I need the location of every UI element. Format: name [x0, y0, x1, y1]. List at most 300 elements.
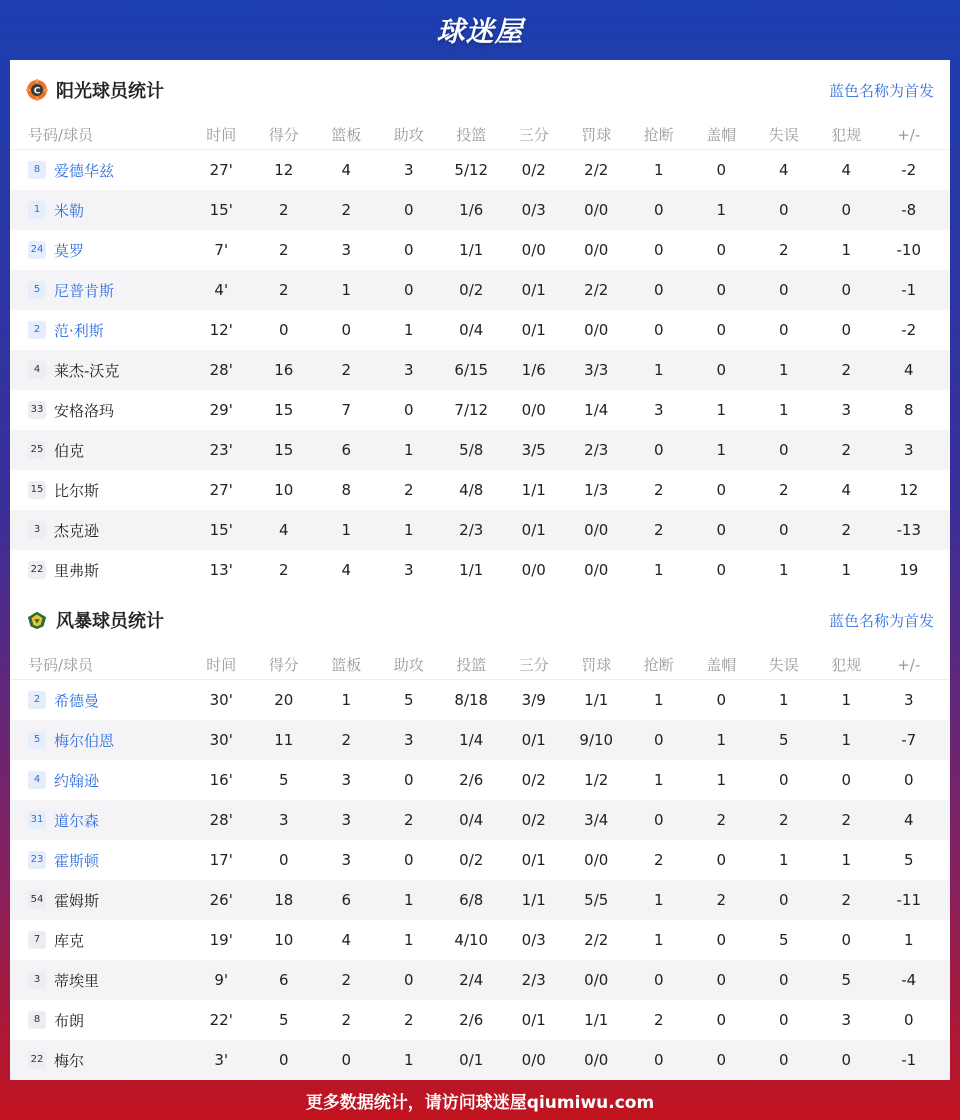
- player-name[interactable]: 道尔森: [54, 811, 100, 830]
- stat-cell: 0: [841, 931, 852, 949]
- stat-cell: 9/10: [579, 731, 614, 749]
- stat-cell: -2: [901, 321, 917, 339]
- stat-cell: 2: [841, 891, 852, 909]
- sun-logo-icon: [26, 79, 48, 101]
- stat-cell: 27': [209, 481, 233, 499]
- player-name[interactable]: 霍姆斯: [54, 891, 100, 910]
- team-header: [10, 60, 950, 120]
- stat-cell: 1/4: [459, 731, 484, 749]
- stat-cell: 27': [209, 161, 233, 179]
- column-header: 时间: [206, 656, 237, 674]
- stat-cell: 2: [278, 241, 289, 259]
- stat-cell: 0: [841, 281, 852, 299]
- stat-cell: 0: [903, 771, 914, 789]
- stat-cell: 2: [778, 481, 789, 499]
- stat-cell: 0/1: [521, 321, 546, 339]
- stat-cell: 0: [653, 321, 664, 339]
- stat-cell: 1/3: [584, 481, 609, 499]
- stat-cell: 4: [903, 811, 914, 829]
- stat-cell: 4: [841, 481, 852, 499]
- stat-cell: 0: [653, 1051, 664, 1069]
- stat-cell: 8: [341, 481, 352, 499]
- stat-cell: 10: [274, 931, 294, 949]
- stat-cell: 5: [278, 771, 289, 789]
- footer-link[interactable]: 更多数据统计，请访问球迷屋qiumiwu.com: [305, 1092, 655, 1113]
- column-header: 犯规: [831, 126, 862, 144]
- stat-cell: 3/5: [521, 441, 546, 459]
- stat-cell: 0: [653, 281, 664, 299]
- stat-cell: 0/0: [521, 561, 546, 579]
- player-name[interactable]: 蒂埃里: [54, 971, 100, 990]
- stat-cell: 15': [209, 201, 233, 219]
- stat-cell: 2/6: [459, 1011, 484, 1029]
- stat-cell: 4/8: [459, 481, 484, 499]
- player-cell: [10, 440, 190, 461]
- stat-cell: 2: [278, 561, 289, 579]
- stat-cell: 0/4: [459, 321, 484, 339]
- column-header: 盖帽: [706, 126, 737, 144]
- table-row: [10, 800, 950, 840]
- column-header: 抢断: [643, 126, 674, 144]
- column-header: 投篮: [456, 656, 487, 674]
- stat-cell: 0: [778, 521, 789, 539]
- player-name[interactable]: 布朗: [54, 1011, 85, 1030]
- stat-cell: 1: [716, 771, 727, 789]
- stat-cell: 11: [274, 731, 294, 749]
- stat-cell: 3/9: [521, 691, 546, 709]
- stat-cell: 4: [903, 361, 914, 379]
- stat-cell: 2: [841, 361, 852, 379]
- stat-cell: 2: [341, 731, 352, 749]
- stat-cell: 2/6: [459, 771, 484, 789]
- stat-cell: 0/1: [521, 281, 546, 299]
- stat-cell: 0/2: [521, 771, 546, 789]
- stat-cell: 3: [341, 771, 352, 789]
- stat-cell: 3/4: [584, 811, 609, 829]
- stat-cell: 2/4: [459, 971, 484, 989]
- stat-cell: 9': [214, 971, 229, 989]
- stat-cell: 6: [341, 891, 352, 909]
- column-header: 罚球: [581, 656, 612, 674]
- stat-cell: 0: [716, 931, 727, 949]
- player-cell: [10, 160, 190, 181]
- player-cell: [10, 730, 190, 751]
- starter-note: 蓝色名称为首发: [828, 82, 934, 100]
- stat-cell: 0: [716, 1051, 727, 1069]
- stat-cell: 0: [403, 771, 414, 789]
- table-row: [10, 760, 950, 800]
- stat-cell: 18: [274, 891, 294, 909]
- table-row: [10, 190, 950, 230]
- team-header: [10, 590, 950, 650]
- stat-cell: 1: [778, 851, 789, 869]
- player-name[interactable]: 比尔斯: [54, 481, 100, 500]
- player-name[interactable]: 梅尔: [54, 1051, 85, 1070]
- stat-cell: 1/4: [584, 401, 609, 419]
- player-name[interactable]: 希德曼: [54, 691, 100, 710]
- stat-cell: 1: [716, 441, 727, 459]
- stat-cell: 1/1: [584, 1011, 609, 1029]
- stat-cell: 0: [653, 731, 664, 749]
- column-header: 得分: [268, 126, 299, 144]
- stat-cell: 2: [841, 441, 852, 459]
- jersey-number-badge: 22: [28, 1051, 46, 1069]
- stat-cell: 1: [841, 691, 852, 709]
- team-section-storm: [10, 590, 950, 1080]
- stat-cell: 0: [278, 851, 289, 869]
- stat-cell: 0: [716, 561, 727, 579]
- stat-cell: 6: [341, 441, 352, 459]
- stat-cell: 2: [341, 201, 352, 219]
- stat-cell: 5/5: [584, 891, 609, 909]
- stat-cell: 0: [778, 1051, 789, 1069]
- stat-cell: 1: [653, 771, 664, 789]
- stat-cell: 0: [841, 771, 852, 789]
- player-name[interactable]: 约翰逊: [54, 771, 100, 790]
- stat-cell: 3: [403, 731, 414, 749]
- table-row: [10, 880, 950, 920]
- stat-cell: 1: [716, 731, 727, 749]
- stat-cell: -2: [901, 161, 917, 179]
- stat-cell: 0: [403, 401, 414, 419]
- stat-cell: 3: [403, 361, 414, 379]
- stat-cell: 3: [341, 241, 352, 259]
- player-cell: [10, 690, 190, 711]
- starter-note: 蓝色名称为首发: [828, 612, 934, 630]
- stat-cell: 8: [903, 401, 914, 419]
- stat-cell: 20: [274, 691, 294, 709]
- player-rows: [10, 150, 950, 590]
- jersey-number-badge: 54: [28, 891, 46, 909]
- stat-cell: 0: [716, 321, 727, 339]
- stat-cell: 0: [716, 971, 727, 989]
- stat-cell: 5: [841, 971, 852, 989]
- stat-cell: 2: [341, 1011, 352, 1029]
- stat-cell: 0/2: [521, 161, 546, 179]
- stat-cell: 7/12: [454, 401, 489, 419]
- stat-cell: 1: [653, 561, 664, 579]
- stat-cell: 0: [716, 361, 727, 379]
- stat-cell: 0/1: [521, 521, 546, 539]
- stat-cell: 0/0: [584, 241, 609, 259]
- stat-cell: 0/4: [459, 811, 484, 829]
- stat-cell: 0: [716, 161, 727, 179]
- stat-cell: 4': [214, 281, 229, 299]
- stat-cell: 1: [716, 401, 727, 419]
- stat-cell: 1: [841, 241, 852, 259]
- stat-cell: 0: [341, 1051, 352, 1069]
- player-cell: [10, 560, 190, 581]
- stat-cell: 1: [653, 161, 664, 179]
- stat-cell: -1: [901, 1051, 917, 1069]
- team-section-sun: [10, 60, 950, 590]
- stat-cell: 7': [214, 241, 229, 259]
- column-header: 篮板: [331, 656, 362, 674]
- stat-cell: 0/0: [584, 201, 609, 219]
- stat-cell: 5/8: [459, 441, 484, 459]
- column-header: 失误: [768, 126, 799, 144]
- stat-cell: 1/2: [584, 771, 609, 789]
- jersey-number-badge: 4: [28, 771, 46, 789]
- brand-header: [0, 0, 960, 60]
- stat-cell: 0: [653, 971, 664, 989]
- table-row: [10, 680, 950, 720]
- stat-cell: 2: [653, 851, 664, 869]
- player-cell: [10, 930, 190, 951]
- stat-cell: -1: [901, 281, 917, 299]
- stat-cell: 19': [209, 931, 233, 949]
- jersey-number-badge: 23: [28, 851, 46, 869]
- stat-cell: 1: [653, 931, 664, 949]
- player-cell: [10, 890, 190, 911]
- column-header: 投篮: [456, 126, 487, 144]
- player-name[interactable]: 霍斯顿: [54, 851, 100, 870]
- stat-cell: 0/2: [521, 811, 546, 829]
- stat-cell: 0: [403, 851, 414, 869]
- table-row: [10, 350, 950, 390]
- stat-cell: 2/3: [521, 971, 546, 989]
- player-name[interactable]: 库克: [54, 931, 85, 950]
- stat-cell: 0: [716, 521, 727, 539]
- stat-cell: 13': [209, 561, 233, 579]
- table-row: [10, 310, 950, 350]
- stat-cell: 19: [899, 561, 919, 579]
- stat-cell: 1/6: [459, 201, 484, 219]
- jersey-number-badge: 33: [28, 401, 46, 419]
- stat-cell: 2: [403, 481, 414, 499]
- stat-cell: 2: [841, 811, 852, 829]
- player-name[interactable]: 莫罗: [54, 241, 85, 260]
- stat-cell: 3: [903, 691, 914, 709]
- table-row: [10, 920, 950, 960]
- stat-cell: 0/0: [584, 851, 609, 869]
- stat-cell: 0/1: [459, 1051, 484, 1069]
- player-cell: [10, 320, 190, 341]
- jersey-number-badge: 25: [28, 441, 46, 459]
- stat-cell: 5: [778, 931, 789, 949]
- stat-cell: 3: [341, 811, 352, 829]
- column-header: 助攻: [393, 126, 424, 144]
- stat-cell: 6/15: [454, 361, 489, 379]
- stat-cell: 0: [653, 201, 664, 219]
- stat-cell: 2: [653, 521, 664, 539]
- stat-cell: 2: [278, 201, 289, 219]
- stat-cell: -4: [901, 971, 917, 989]
- stat-cell: 0: [778, 1011, 789, 1029]
- column-header-row: [10, 650, 950, 680]
- jersey-number-badge: 8: [28, 1011, 46, 1029]
- jersey-number-badge: 8: [28, 161, 46, 179]
- stat-cell: 3: [403, 161, 414, 179]
- stat-cell: 3: [653, 401, 664, 419]
- stat-cell: -13: [896, 521, 921, 539]
- stat-cell: 26': [209, 891, 233, 909]
- brand-logo: 球迷屋: [436, 15, 524, 48]
- player-cell: [10, 360, 190, 381]
- player-name[interactable]: 爱德华兹: [54, 161, 115, 180]
- stat-cell: 12': [209, 321, 233, 339]
- column-header: 助攻: [393, 656, 424, 674]
- column-header: 号码/球员: [28, 656, 94, 674]
- stat-cell: 3: [341, 851, 352, 869]
- stat-cell: 8/18: [454, 691, 489, 709]
- stat-cell: 0/2: [459, 851, 484, 869]
- stat-cell: 1/1: [459, 561, 484, 579]
- stat-cell: 0: [653, 241, 664, 259]
- jersey-number-badge: 3: [28, 971, 46, 989]
- stat-cell: 0/3: [521, 201, 546, 219]
- player-name[interactable]: 杰克逊: [54, 521, 100, 540]
- stat-cell: 2/3: [584, 441, 609, 459]
- team-title: 阳光球员统计: [56, 81, 164, 102]
- stat-cell: 4: [778, 161, 789, 179]
- stat-cell: 1: [403, 891, 414, 909]
- player-cell: [10, 1050, 190, 1071]
- stat-cell: -10: [896, 241, 921, 259]
- stat-cell: 0: [778, 771, 789, 789]
- jersey-number-badge: 5: [28, 281, 46, 299]
- stat-cell: 0: [403, 201, 414, 219]
- player-name[interactable]: 梅尔伯恩: [54, 731, 115, 750]
- stat-cell: 2/2: [584, 931, 609, 949]
- stat-cell: -7: [901, 731, 917, 749]
- stat-cell: 0: [403, 281, 414, 299]
- stat-cell: 0: [778, 441, 789, 459]
- stat-cell: 5: [403, 691, 414, 709]
- jersey-number-badge: 5: [28, 731, 46, 749]
- stat-cell: 4: [341, 931, 352, 949]
- table-row: [10, 960, 950, 1000]
- stat-cell: -8: [901, 201, 917, 219]
- player-name[interactable]: 范·利斯: [54, 321, 104, 340]
- player-name[interactable]: 米勒: [54, 201, 85, 220]
- stat-cell: 16: [274, 361, 294, 379]
- player-cell: [10, 520, 190, 541]
- stat-cell: 2/3: [459, 521, 484, 539]
- stat-cell: 0: [841, 1051, 852, 1069]
- stat-cell: -11: [896, 891, 921, 909]
- stat-cell: 3: [903, 441, 914, 459]
- stat-cell: 1/6: [521, 361, 546, 379]
- stat-cell: 0: [653, 811, 664, 829]
- stat-cell: 0/2: [459, 281, 484, 299]
- stat-cell: 5: [278, 1011, 289, 1029]
- stat-cell: 23': [209, 441, 233, 459]
- stat-cell: 28': [209, 811, 233, 829]
- stat-cell: 4: [341, 161, 352, 179]
- column-header: 盖帽: [706, 656, 737, 674]
- stat-cell: 5: [778, 731, 789, 749]
- player-cell: [10, 240, 190, 261]
- stat-cell: 10: [274, 481, 294, 499]
- stat-cell: 2: [778, 241, 789, 259]
- player-name[interactable]: 安格洛玛: [54, 401, 115, 420]
- stat-cell: 3: [841, 401, 852, 419]
- stat-cell: 0: [716, 241, 727, 259]
- player-name[interactable]: 里弗斯: [54, 561, 100, 580]
- stat-cell: 0/0: [584, 321, 609, 339]
- table-row: [10, 1040, 950, 1080]
- stat-cell: 0: [716, 1011, 727, 1029]
- stat-cell: 0/0: [584, 971, 609, 989]
- stat-cell: 0: [778, 201, 789, 219]
- jersey-number-badge: 2: [28, 691, 46, 709]
- stat-cell: 0: [278, 321, 289, 339]
- stat-cell: 0/0: [521, 1051, 546, 1069]
- stat-cell: 1: [403, 931, 414, 949]
- stat-cell: 0: [278, 1051, 289, 1069]
- stat-cell: 1: [403, 321, 414, 339]
- stat-cell: 2: [716, 891, 727, 909]
- table-row: [10, 470, 950, 510]
- table-row: [10, 150, 950, 190]
- stat-cell: 0: [403, 241, 414, 259]
- stat-cell: 2: [653, 1011, 664, 1029]
- stat-cell: 3: [841, 1011, 852, 1029]
- stat-cell: 2/2: [584, 281, 609, 299]
- stat-cell: 1/1: [584, 691, 609, 709]
- player-cell: [10, 480, 190, 501]
- stat-cell: 0/0: [584, 1051, 609, 1069]
- stat-cell: 15: [274, 441, 294, 459]
- player-name[interactable]: 莱杰-沃克: [54, 361, 120, 380]
- stat-cell: 0: [716, 851, 727, 869]
- stat-cell: 3/3: [584, 361, 609, 379]
- player-name[interactable]: 伯克: [54, 441, 85, 460]
- stat-cell: 1/1: [521, 481, 546, 499]
- player-cell: [10, 200, 190, 221]
- stat-cell: 0/3: [521, 931, 546, 949]
- stat-cell: 1: [341, 691, 352, 709]
- table-row: [10, 390, 950, 430]
- table-row: [10, 550, 950, 590]
- stat-cell: 12: [274, 161, 294, 179]
- stat-cell: 0/0: [584, 521, 609, 539]
- stats-panel: [10, 60, 950, 1080]
- column-header-row: [10, 120, 950, 150]
- stat-cell: 4: [841, 161, 852, 179]
- stat-cell: 5/12: [454, 161, 489, 179]
- stat-cell: 1: [778, 361, 789, 379]
- player-cell: [10, 850, 190, 871]
- stat-cell: 2: [716, 811, 727, 829]
- stat-cell: 1: [341, 281, 352, 299]
- jersey-number-badge: 2: [28, 321, 46, 339]
- stat-cell: 1: [403, 441, 414, 459]
- jersey-number-badge: 7: [28, 931, 46, 949]
- stat-cell: 2: [841, 521, 852, 539]
- column-header: +/-: [897, 125, 921, 144]
- jersey-number-badge: 22: [28, 561, 46, 579]
- stat-cell: 2: [778, 811, 789, 829]
- stat-cell: 1/1: [459, 241, 484, 259]
- jersey-number-badge: 1: [28, 201, 46, 219]
- stat-cell: 1: [841, 561, 852, 579]
- stat-cell: 1: [841, 731, 852, 749]
- stat-cell: 28': [209, 361, 233, 379]
- stat-cell: 7: [341, 401, 352, 419]
- stat-cell: 1: [903, 931, 914, 949]
- stat-cell: 0: [716, 691, 727, 709]
- column-header: 得分: [268, 656, 299, 674]
- table-row: [10, 430, 950, 470]
- player-cell: [10, 280, 190, 301]
- stat-cell: 22': [209, 1011, 233, 1029]
- stat-cell: 0/1: [521, 1011, 546, 1029]
- stat-cell: 15: [274, 401, 294, 419]
- stat-cell: 17': [209, 851, 233, 869]
- player-name[interactable]: 尼普肯斯: [54, 281, 115, 300]
